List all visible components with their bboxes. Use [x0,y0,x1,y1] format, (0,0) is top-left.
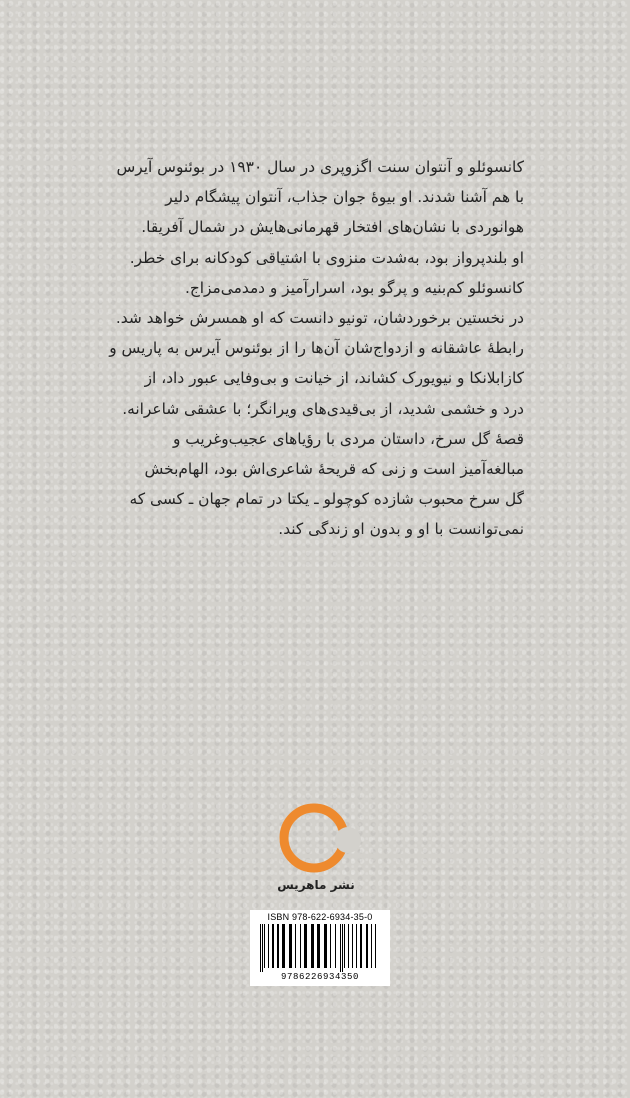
barcode-bar [371,924,372,968]
barcode-bar [272,924,274,968]
blurb-line: قصهٔ گل سرخ، داستان مردی با رؤیاهای عجیب‌وغریب و [172,429,524,448]
barcode-bar [360,924,362,968]
barcode-bar [366,924,368,968]
barcode-bar [268,924,269,968]
barcode-bar [344,924,345,968]
barcode-bar [289,924,292,968]
isbn-text: ISBN 978-622-6934-35-0 [267,912,373,922]
blurb-line: در نخستین برخوردشان، تونیو دانست که او همسرش خواهد شد. [115,309,524,328]
crescent-ring [284,808,344,868]
barcode-bars [258,924,382,972]
crescent-notch [335,827,361,853]
blurb-line: با هم آشنا شدند. او بیوهٔ جوان جذاب، آنتوان پیشگام دلیر [165,188,524,207]
blurb-line: مبالغه‌آمیز است و زنی که قریحهٔ شاعری‌اش بود، الهام‌بخش [144,460,524,479]
blurb-line: کانسوئلو و آنتوان سنت اگزوپری در سال ۱۹۳۰ در بوئنوس آیرس [116,158,524,176]
barcode-bar [324,924,327,968]
barcode-bar [340,924,341,972]
barcode-bar [335,924,336,968]
barcode-bar [342,924,343,972]
blurb-line: رابطهٔ عاشقانه و ازدواج‌شان آن‌ها را از بوئنوس آیرس به پاریس و [109,339,524,358]
barcode-bar [311,924,314,968]
barcode-bar [260,924,261,972]
barcode-bar [356,924,357,968]
barcode-bar [352,924,353,968]
blurb-line: او بلندپرواز بود، به‌شدت منزوی با اشتیاقی کودکانه برای خطر. [129,248,524,267]
barcode-digits: 9786226934350 [280,972,359,982]
barcode-bar [282,924,285,968]
barcode-bar [262,924,263,972]
barcode-bar [375,924,376,968]
barcode-bar [300,924,301,968]
blurb-line: کانسوئلو کم‌بنیه و پرگو بود، اسرارآمیز و دمدمی‌مزاج. [184,278,524,297]
blurb-line: هوانوردی با نشان‌های افتخار قهرمانی‌هایش در شمال آفریقا. [141,218,524,237]
barcode-bar [264,924,265,968]
barcode-bar [348,924,349,968]
blurb-line: گل سرخ محبوب شازده کوچولو ـ یکتا در تمام جهان ـ کسی که [129,490,524,509]
blurb-text [92,152,524,545]
blurb-line: کازابلانکا و نیویورک کشاند، از خیانت و بی‌وفایی عبور داد، از [144,369,524,388]
barcode-bar [330,924,331,968]
barcode-bar [317,924,320,968]
barcode-bar [277,924,279,968]
blurb-line: درد و خشمی شدید، از بی‌قیدی‌های ویرانگر؛ با عشقی شاعرانه. [122,399,524,418]
isbn-barcode [250,910,390,986]
barcode-bar [304,924,307,968]
barcode-bar [295,924,296,968]
publisher-name: نشر ماهریس [277,878,355,892]
blurb-line: نمی‌توانست با او و بدون او زندگی کند. [278,520,524,539]
